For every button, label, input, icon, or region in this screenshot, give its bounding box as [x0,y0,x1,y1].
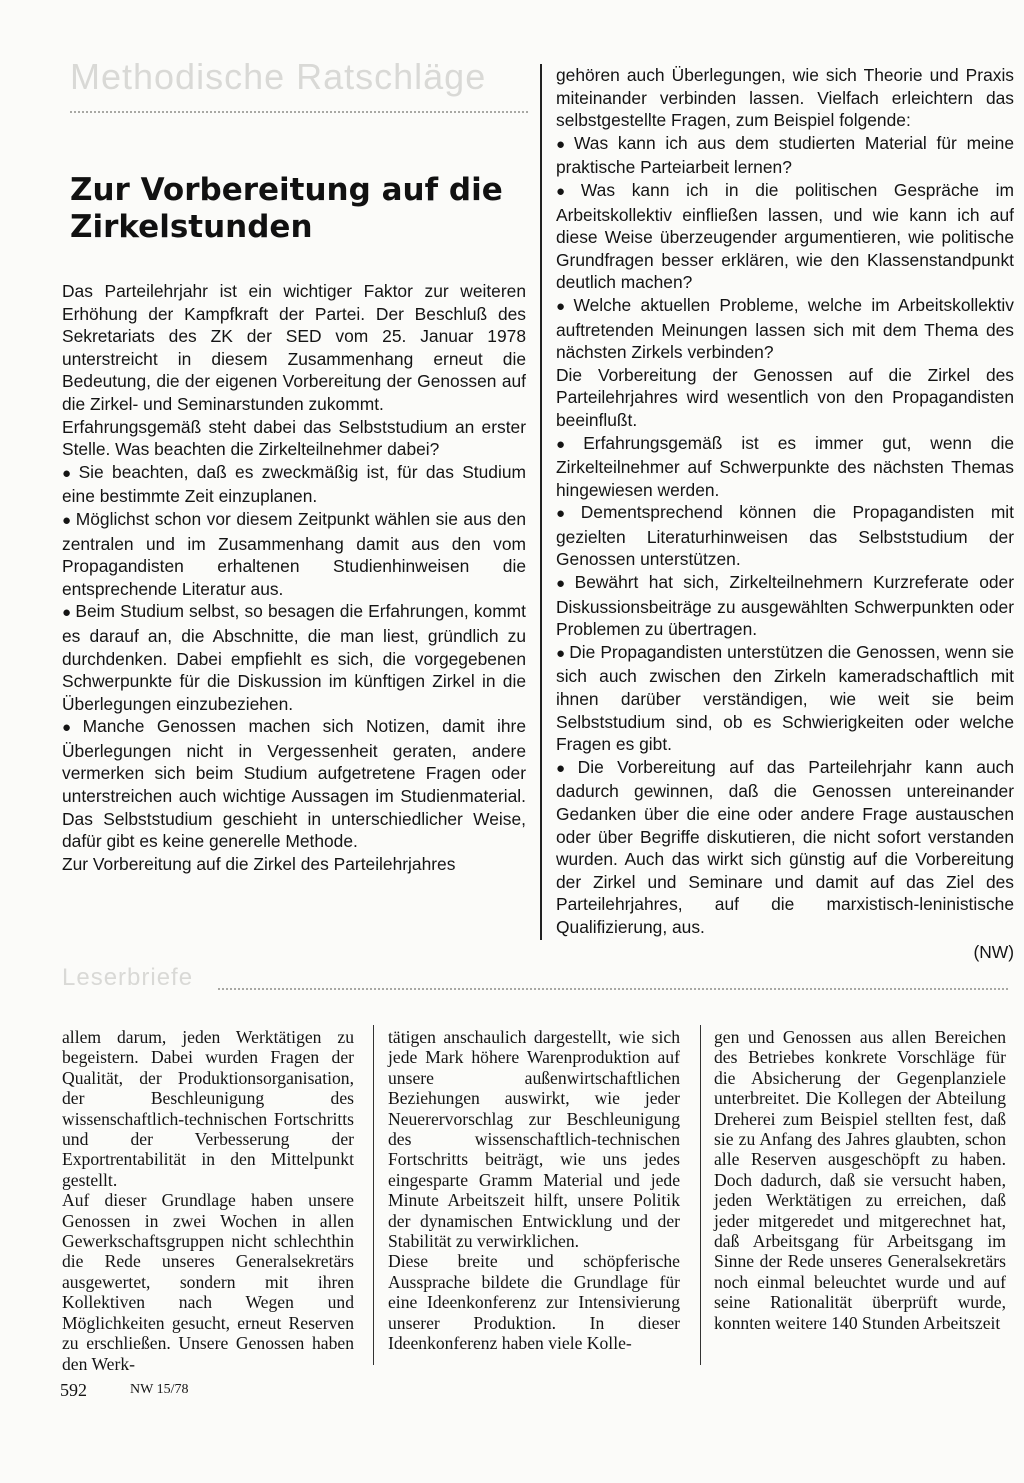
paragraph: allem darum, jeden Werktätigen zu begeistern. Dabei wurden Fragen der Qualität, der Produktionsorganisation, der Beschleunigung des wissenschaftlich-technischen Fortschritts und der Verbesserung der Exportrentabilität in den Mittelpunkt gestellt. [62,1027,354,1190]
paragraph-text: Möglichst schon vor diesem Zeitpunkt wählen sie aus den zentralen und im Zusammenhang damit aus den vom Propagandisten erhaltenen Studienhinweisen die entsprechende Literatur aus. [62,508,526,599]
bullet-icon: ● [62,719,79,737]
section-rule [218,988,1008,990]
bullet-icon: ● [556,759,574,777]
bullet-paragraph [556,432,1014,502]
paragraph: Diese breite und schöpferische Aussprache bildete die Grundlage für eine Ideenkonferenz zur Intensivierung unserer Produktion. In dieser Ideenkonferenz haben viele Kolle- [388,1251,680,1354]
bullet-paragraph [62,600,526,715]
paragraph-text: Manche Genossen machen sich Notizen, damit ihre Überlegungen nicht in Vergessenheit geraten, andere vermerken sich beim Studium aufgetretene Fragen oder unterstreichen auch wichtige Aussagen im Studienmaterial. Das Selbststudium geschieht in unterschiedlicher Weise, dafür gibt es keine generelle Methode. [62,716,526,852]
paragraph-text: gehören auch Überlegungen, wie sich Theorie und Praxis miteinander verbinden lassen. Vielfach erleichtern das selbstgestellte Fragen, zum Beispiel folgende: [556,65,1014,131]
paragraph: tätigen anschaulich dargestellt, wie sich jede Mark höhere Warenproduktion auf unsere außenwirtschaftlichen Beziehungen auswirkt, wie jeder Neuerervorschlag zur Beschleunigung des wissenschaftlich-technischen Fortschritts beiträgt, wie uns jedes eingesparte Gramm Material und jede Minute Arbeitszeit hilft, unsere Politik der dynamischen Entwicklung und der Stabilität zu verwirklichen. [388,1027,680,1252]
paragraph [62,416,526,461]
paragraph: gen und Genossen aus allen Bereichen des Betriebes konkrete Vorschläge für die Absicherung der Gegenplanziele unterbreitet. Die Kollegen der Abteilung Dreherei zum Beispiel stellten fest, daß sie zu Anfang des Jahres glaubten, schon alle Reserven ausgeschöpft zu haben. Doch dadurch, daß sie versucht haben, jeden Werktätigen zu erreichen, daß jeder mitgeredet und mitgerechnet hat, daß Arbeitsgang für Arbeitsgang im Sinne der Rede unseres Generalsekretärs noch einmal beleuchtet wurde und auf seine Rationalität überprüft wurde, konnten weitere 140 Stunden Arbeitszeit [714,1027,1006,1333]
bullet-icon: ● [62,511,72,529]
column-divider [540,64,542,940]
bullet-paragraph [556,501,1014,571]
issue-reference: NW 15/78 [130,1382,189,1397]
letter-column-2 [388,1027,680,1354]
paragraph [556,364,1014,432]
paragraph: Auf dieser Grundlage haben unsere Genossen in zwei Wochen in allen Gewerkschaftsgruppen nicht schlechthin die Rede unseres Generalsekretärs ausgewertet, sondern mit ihren Kollektiven nach Wegen und Möglichkeiten gesucht, erneut Reserven zu erschließen. Unsere Genossen haben den Werk- [62,1190,354,1374]
paragraph-text: Erfahrungsgemäß steht dabei das Selbststudium an erster Stelle. Was beachten die Zirkelteilnehmer dabei? [62,416,526,460]
bullet-icon: ● [556,135,570,153]
paragraph-text: Erfahrungsgemäß ist es immer gut, wenn die Zirkelteilnehmer auf Schwerpunkte des nächsten Themas hingewiesen werden. [556,432,1015,500]
article-title: Zur Vorbereitung auf die Zirkelstunden [70,172,503,245]
bullet-paragraph [556,756,1014,939]
paragraph-text: Was kann ich in die politischen Gespräche im Arbeitskollektiv einfließen lassen, und wie kann ich auf diese Weise überzeugender argumentieren, wie politische Grundfragen besser erklären, wie den Klassenstandpunkt deutlich machen? [556,179,1015,293]
bullet-paragraph [556,179,1014,294]
paragraph-text: Die Propagandisten unterstützen die Genossen, wenn sie sich auch zwischen den Zirkeln kameradschaftlich mit ihnen darüber verständigen, wie weit sie beim Selbststudium sind, ob es Schwierigkeiten oder welche Fragen es gibt. [556,641,1014,755]
paragraph-text: Dementsprechend können die Propagandisten mit gezielten Literaturhinweisen das Selbststudium der Genossen unterstützen. [556,502,1014,570]
page-number: 592 [60,1380,87,1400]
bullet-paragraph [556,641,1014,756]
bullet-icon: ● [556,575,571,593]
letter-column-3 [714,1027,1006,1333]
section-rule [70,111,528,113]
paragraph-text: Sie beachten, daß es zweckmäßig ist, für das Studium eine bestimmte Zeit einzuplanen. [62,461,527,507]
bullet-paragraph [62,715,526,853]
paragraph-text: Beim Studium selbst, so besagen die Erfahrungen, kommt es darauf an, die Abschnitte, die man liest, gründlich zu durchdenken. Dabei empfiehlt es sich, die vorgegebenen Schwerpunkte für die Diskussion im künftigen Zirkel in die Überlegungen einzubeziehen. [62,601,527,714]
bullet-paragraph [62,461,526,508]
bullet-paragraph [556,132,1014,179]
section-label-methodische: Methodische Ratschläge [70,56,487,97]
bullet-icon: ● [62,464,75,482]
author-signature: (NW) [973,941,1014,962]
paragraph [62,853,526,876]
bullet-icon: ● [556,297,570,315]
bullet-icon: ● [556,435,580,453]
paragraph-text: Was kann ich aus dem studierten Material für meine praktische Parteiarbeit lernen? [556,132,1014,178]
paragraph-text: Zur Vorbereitung auf die Zirkel des Parteilehrjahres [62,853,456,874]
section-label-leserbriefe: Leserbriefe [62,964,194,991]
article-left-column [62,280,526,875]
paragraph-text: Bewährt hat sich, Zirkelteilnehmern Kurzreferate oder Diskussionsbeiträge zu ausgewählten Schwerpunkten oder Problemen zu übertragen. [556,572,1014,640]
bullet-icon: ● [556,182,577,200]
letter-column-1 [62,1027,354,1374]
bullet-paragraph [556,571,1014,641]
paragraph [556,64,1014,132]
column-divider [700,1025,701,1365]
paragraph-text: Das Parteilehrjahr ist ein wichtiger Faktor zur weiteren Erhöhung der Kampfkraft der Partei. Der Beschluß des Sekretariats des ZK der SED vom 25. Januar 1978 unterstreicht in diesem Zusammenhang erneut die Bedeutung, die der eigenen Vorbereitung der Genossen auf die Zirkel- und Seminarstunden zukommt. [62,281,526,414]
bullet-paragraph [556,294,1014,364]
paragraph-text: Welche aktuellen Probleme, welche im Arbeitskollektiv auftretenden Meinungen lassen sich mit dem Thema des nächsten Zirkels verbinden? [556,294,1014,363]
bullet-icon: ● [62,604,72,622]
paragraph [62,280,526,416]
bullet-paragraph [62,508,526,600]
bullet-icon: ● [556,505,577,523]
paragraph-text: Die Vorbereitung der Genossen auf die Zirkel des Parteilehrjahres wird wesentlich von den Propagandisten beeinflußt. [556,364,1014,430]
paragraph-text: Die Vorbereitung auf das Parteilehrjahr kann auch dadurch gewinnen, daß die Genossen untereinander Gedanken über die eine oder andere Frage austauschen oder über Begriffe diskutieren, die nicht sofort verstanden wurden. Auch das wirkt sich günstig auf die Vorbereitung der Zirkel und Seminare und damit auf das Ziel des Parteilehrjahres, auf die marxistisch-leninistische Qualifizierung, aus. [556,756,1014,937]
article-right-column [556,64,1014,963]
bullet-icon: ● [556,644,566,662]
column-divider [373,1025,374,1365]
